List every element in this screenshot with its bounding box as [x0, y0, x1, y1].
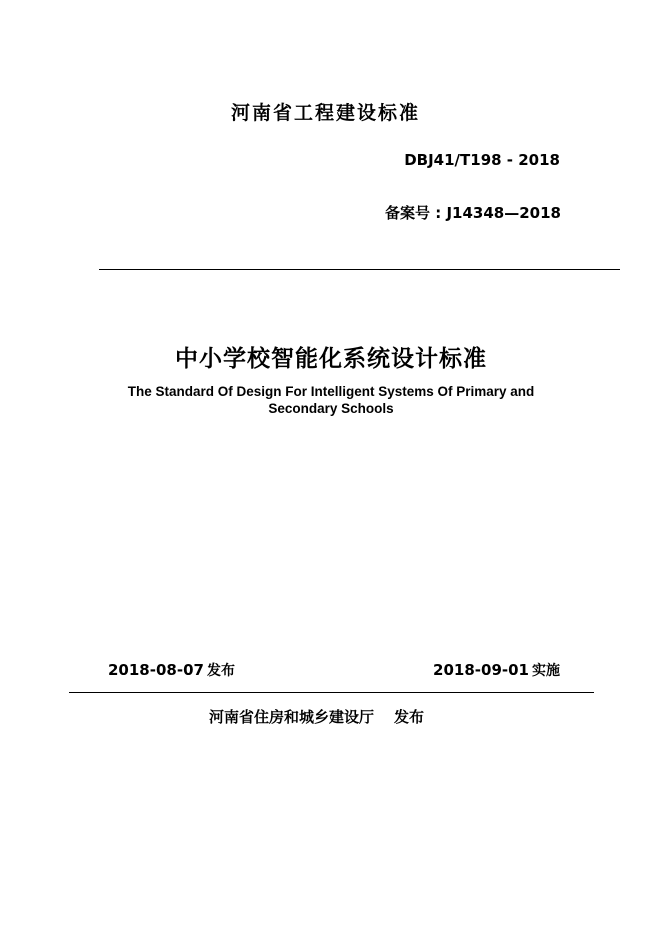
implementation-date-line	[433, 660, 560, 680]
bottom-divider	[69, 692, 594, 693]
publisher-action: 发布	[394, 708, 425, 726]
document-title-en: The Standard Of Design For Intelligent Systems Of Primary and Secondary Schools	[127, 384, 535, 416]
issue-date-line	[108, 660, 235, 680]
implementation-label: 实施	[532, 663, 560, 679]
org-standard-title: 河南省工程建设标准	[231, 102, 421, 124]
record-number: 备案号 : J14348—2018	[385, 204, 561, 222]
standard-code: DBJ41/T198 - 2018	[404, 151, 560, 169]
issue-label: 发布	[206, 663, 235, 679]
top-divider	[99, 269, 620, 270]
issue-date: 2018-08-07	[108, 661, 204, 679]
document-title-cn: 中小学校智能化系统设计标准	[175, 346, 487, 372]
publisher-name: 河南省住房和城乡建设厅	[209, 708, 375, 726]
implementation-date: 2018-09-01	[433, 661, 529, 679]
publisher-line	[209, 706, 424, 727]
